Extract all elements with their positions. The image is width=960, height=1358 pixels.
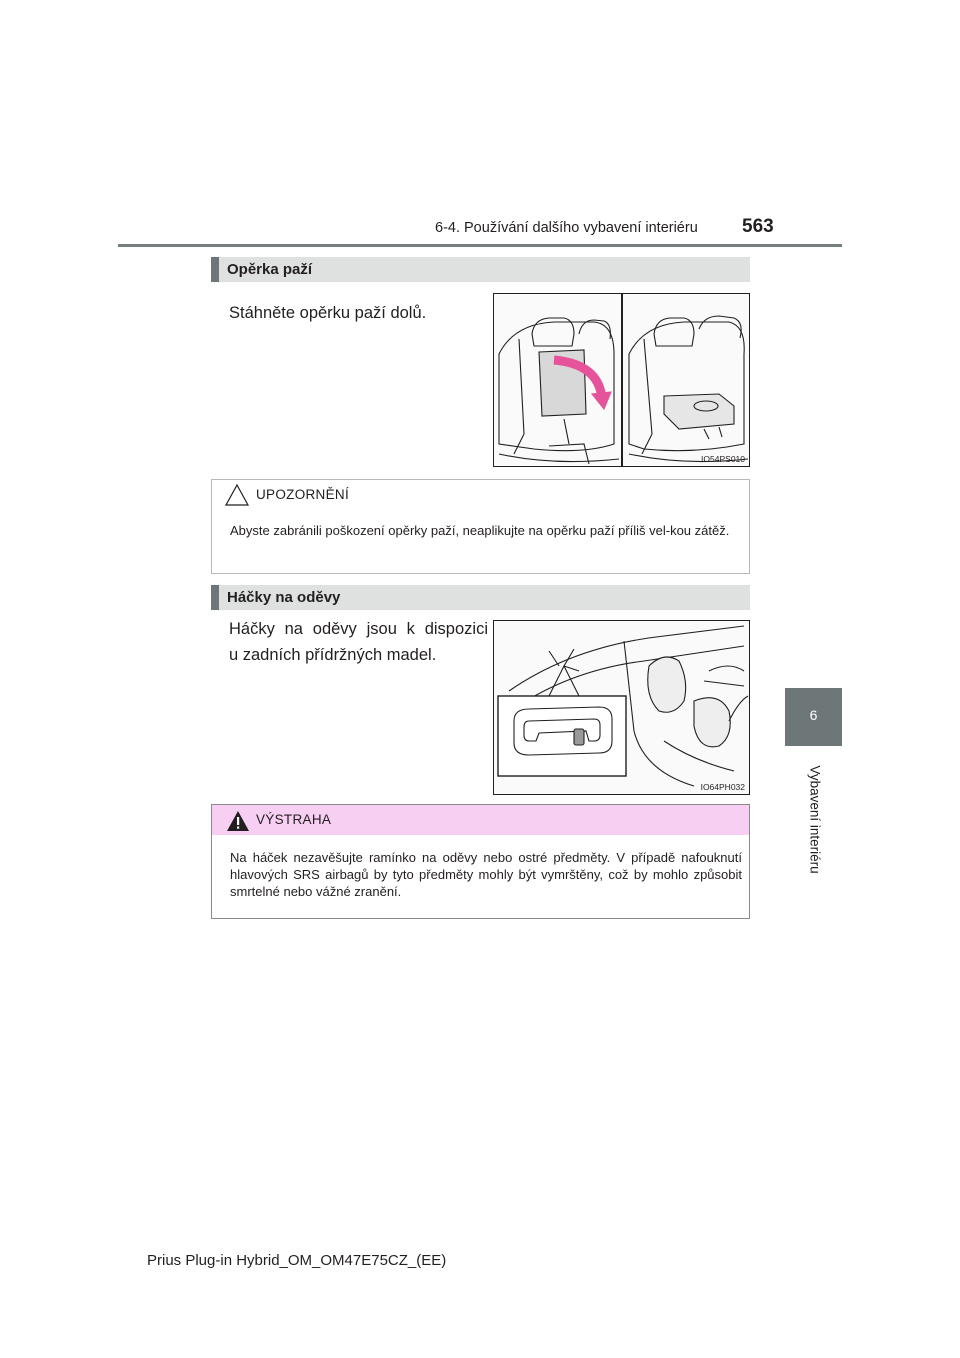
figure-code-armrest: IO54PS010 <box>701 454 745 464</box>
clothes-hook-illustration <box>493 620 750 795</box>
hooks-text-line-1: Háčky na oděvy jsou k dispozici <box>229 620 488 638</box>
section-heading-armrest: Opěrka paží <box>211 257 750 282</box>
caution-title: UPOZORNĚNÍ <box>256 487 350 502</box>
warning-title: VÝSTRAHA <box>256 812 332 827</box>
warning-text: Na háček nezavěšujte ramínko na oděvy nebo ostré předměty. V případě nafouknutí hlavových SRS airbagů by tyto předměty mohly být vymrštěny, což by mohlo způsobit smrtelné nebo vážné zranění. <box>230 850 742 899</box>
caution-icon <box>224 483 250 512</box>
hooks-text-line-2: u zadních přídržných madel. <box>229 646 437 664</box>
header-divider <box>118 244 842 247</box>
figure-code-hooks: IO64PH032 <box>700 782 745 792</box>
header-section-title: 6-4. Používání dalšího vybavení interiéru <box>435 220 698 236</box>
armrest-illustration <box>493 293 750 467</box>
chapter-number: 6 <box>809 707 818 723</box>
section-heading-hooks: Háčky na oděvy <box>211 585 750 610</box>
warning-box <box>211 804 750 919</box>
caution-box <box>211 479 750 574</box>
warning-icon <box>226 810 250 837</box>
footer-document-id: Prius Plug-in Hybrid_OM_OM47E75CZ_(EE) <box>147 1252 447 1269</box>
chapter-label: Vybavení interiéru <box>807 765 823 874</box>
armrest-instruction: Stáhněte opěrku paží dolů. <box>229 304 427 322</box>
caution-text: Abyste zabránili poškození opěrky paží, neaplikujte na opěrku paží příliš vel-kou zátěž. <box>230 523 730 538</box>
page-number: 563 <box>742 216 774 237</box>
